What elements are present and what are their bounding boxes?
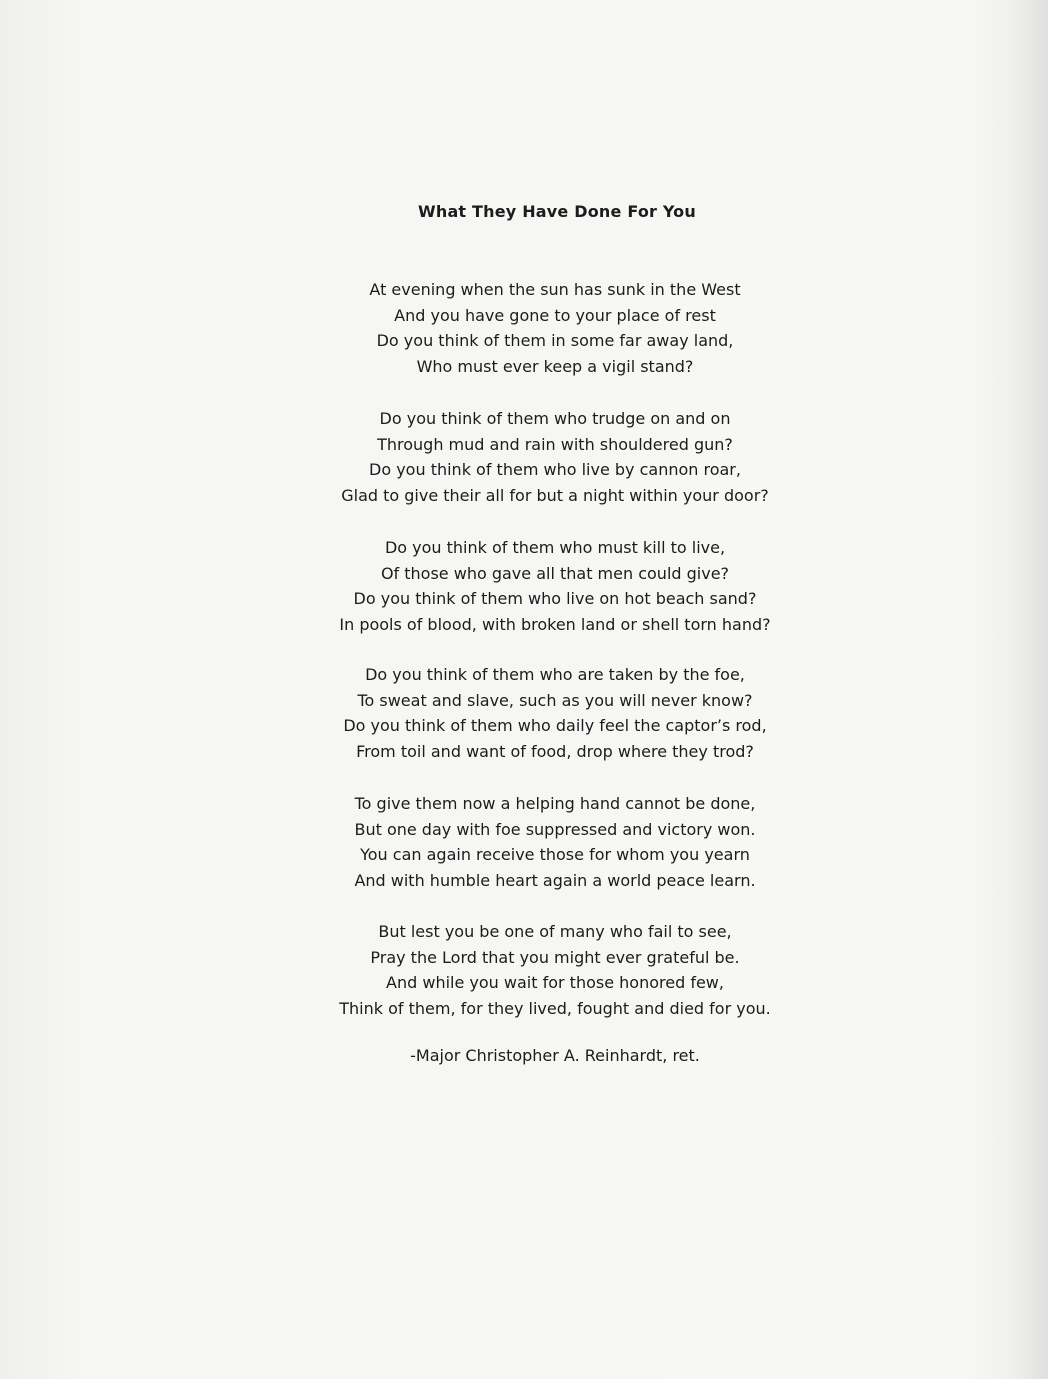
poem-line: Glad to give their all for but a night within your door? [341, 485, 769, 505]
poem-line: And with humble heart again a world peace learn. [354, 870, 756, 890]
poem-line: Do you think of them who trudge on and on [379, 409, 731, 428]
poem-line: Do you think of them who live on hot beach sand? [353, 589, 757, 608]
stanza-3 [0, 535, 1048, 637]
poem-line: Do you think of them who are taken by the foe, [365, 665, 745, 684]
poem-line: But lest you be one of many who fail to see, [378, 922, 732, 941]
poem-line: And while you wait for those honored few, [386, 973, 724, 992]
poem-line: Pray the Lord that you might ever grateful be. [370, 947, 740, 967]
poem-line: To give them now a helping hand cannot be done, [354, 794, 756, 813]
poem-line: In pools of blood, with broken land or shell torn hand? [339, 614, 771, 634]
stanza-5 [0, 791, 1048, 893]
poem-author: -Major Christopher A. Reinhardt, ret. [410, 1046, 700, 1065]
stanza-2 [0, 406, 1048, 508]
stanza-6 [0, 919, 1048, 1021]
poem-line: Do you think of them who live by cannon roar, [369, 460, 741, 479]
poem-line: Do you think of them in some far away land, [376, 331, 734, 350]
stanza-4 [0, 662, 1048, 764]
poem-line: From toil and want of food, drop where they trod? [356, 741, 754, 761]
poem-line: At evening when the sun has sunk in the West [369, 280, 741, 299]
poem-line: Do you think of them who must kill to live, [384, 538, 726, 557]
poem-line: And you have gone to your place of rest [394, 305, 716, 325]
poem-line: Think of them, for they lived, fought and died for you. [339, 998, 771, 1018]
poem-line: Do you think of them who daily feel the captor’s rod, [343, 716, 767, 735]
poem-line: Of those who gave all that men could give? [380, 563, 730, 583]
poem-line: Through mud and rain with shouldered gun? [377, 434, 733, 454]
poem-line: You can again receive those for whom you yearn [360, 845, 750, 864]
poem-line: To sweat and slave, such as you will never know? [357, 690, 753, 710]
poem-line: But one day with foe suppressed and victory won. [354, 819, 756, 839]
stanza-1 [0, 277, 1048, 379]
poem-line: Who must ever keep a vigil stand? [416, 356, 694, 376]
poem-title: What They Have Done For You [418, 202, 696, 221]
